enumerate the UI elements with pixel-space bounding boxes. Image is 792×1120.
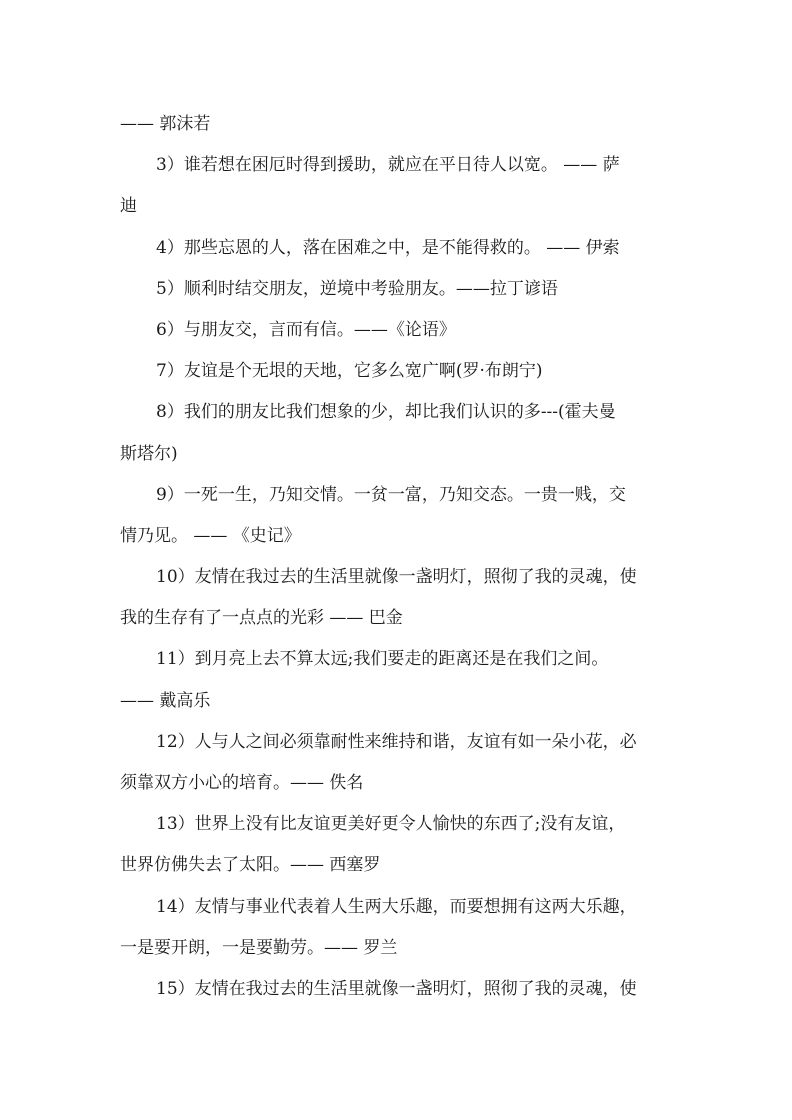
text-line: 10）友情在我过去的生活里就像一盏明灯，照彻了我的灵魂，使 (156, 567, 637, 588)
text-line: 斯塔尔) (120, 443, 178, 464)
text-line: 14）友情与事业代表着人生两大乐趣，而要想拥有这两大乐趣， (156, 896, 637, 917)
text-line: 我的生存有了一点点的光彩 —— 巴金 (120, 608, 403, 629)
text-line: 15）友情在我过去的生活里就像一盏明灯，照彻了我的灵魂，使 (156, 978, 637, 999)
text-line: 8）我们的朋友比我们想象的少，却比我们认识的多---(霍夫曼 (156, 402, 616, 423)
text-line: 12）人与人之间必须靠耐性来维持和谐，友谊有如一朵小花，必 (156, 731, 637, 752)
text-line: 6）与朋友交，言而有信。——《论语》 (156, 319, 456, 340)
text-line: 5）顺利时结交朋友，逆境中考验朋友。——拉丁谚语 (156, 278, 558, 299)
text-line: 13）世界上没有比友谊更美好更令人愉快的东西了;没有友谊， (156, 814, 626, 835)
text-line: —— 戴高乐 (120, 690, 211, 711)
text-line: 11）到月亮上去不算太远;我们要走的距离还是在我们之间。 (156, 649, 609, 670)
text-line: 世界仿佛失去了太阳。—— 西塞罗 (120, 855, 381, 876)
text-line: 9）一死一生，乃知交情。一贫一富，乃知交态。一贵一贱，交 (156, 484, 626, 505)
text-line: —— 郭沫若 (120, 114, 211, 134)
document-page (120, 104, 673, 1010)
text-line: 3）谁若想在困厄时得到援助，就应在平日待人以宽。 —— 萨 (156, 155, 620, 176)
text-line: 4）那些忘恩的人，落在困难之中，是不能得救的。 —— 伊索 (156, 237, 620, 258)
text-line: 须靠双方小心的培育。—— 佚名 (120, 773, 364, 793)
text-line: 一是要开朗，一是要勤劳。—— 罗兰 (120, 937, 398, 958)
text-line: 7）友谊是个无垠的天地，它多么宽广啊(罗·布朗宁) (156, 361, 543, 382)
text-line: 迪 (120, 196, 137, 217)
text-line: 情乃见。 —— 《史记》 (120, 525, 301, 546)
